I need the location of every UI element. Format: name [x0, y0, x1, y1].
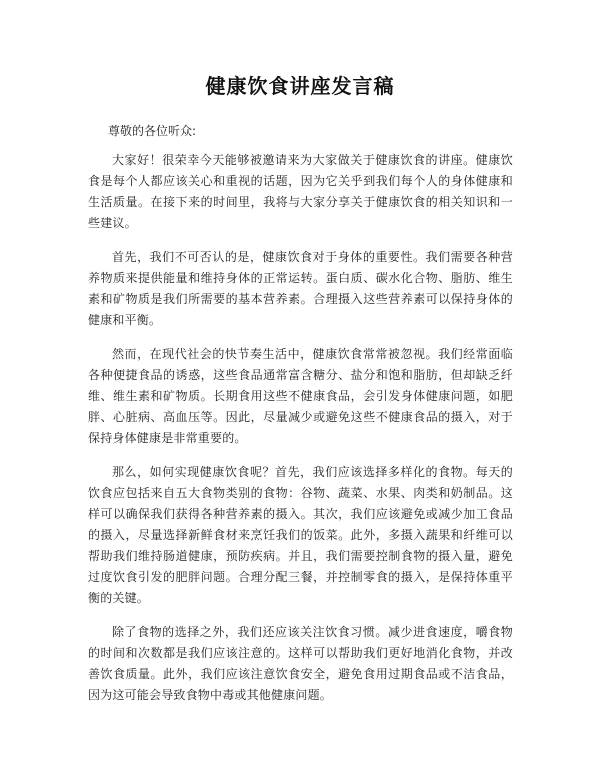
paragraph-importance: 首先，我们不可否认的是，健康饮食对于身体的重要性。我们需要各种营养物质来提供能量和维持身体的正常运转。蛋白质、碳水化合物、脂肪、维生素和矿物质是我们所需要的基本营养素。合理摄入这些营养素可以保持身体的健康和平衡。 — [88, 250, 513, 327]
document-title: 健康饮食讲座发言稿 — [205, 74, 395, 98]
paragraph-intro: 大家好！很荣幸今天能够被邀请来为大家做关于健康饮食的讲座。健康饮食是每个人都应该关心和重视的话题，因为它关乎到我们每个人的身体健康和生活质量。在接下来的时间里，我将与大家分享关于健康饮食的相关知识和一些建议。 — [88, 153, 513, 230]
paragraph-habits: 除了食物的选择之外，我们还应该关注饮食习惯。减少进食速度，嚼食物的时间和次数都是我们应该注意的。这样可以帮助我们更好地消化食物，并改善饮食质量。此外，我们应该注意饮食安全，避免食用过期食品或不洁食品，因为这可能会导致食物中毒或其他健康问题。 — [88, 625, 513, 702]
paragraph-modern-life: 然而，在现代社会的快节奏生活中，健康饮食常常被忽视。我们经常面临各种便捷食品的诱惑，这些食品通常富含糖分、盐分和饱和脂肪，但却缺乏纤维、维生素和矿物质。长期食用这些不健康食品，会引发身体健康问题，如肥胖、心脏病、高血压等。因此，尽量减少或避免这些不健康食品的摄入，对于保持身体健康是非常重要的。 — [88, 347, 513, 445]
salutation: 尊敬的各位听众: — [108, 124, 197, 138]
paragraph-how-to: 那么，如何实现健康饮食呢？首先，我们应该选择多样化的食物。每天的饮食应包括来自五大食物类别的食物：谷物、蔬菜、水果、肉类和奶制品。这样可以确保我们获得各种营养素的摄入。其次，我们应该避免或减少加工食品的摄入，尽量选择新鲜食材来烹饪我们的饭菜。此外，多摄入蔬果和纤维可以帮助我们维持肠道健康，预防疾病。并且，我们需要控制食物的摄入量，避免过度饮食引发的肥胖问题。合理分配三餐，并控制零食的摄入，是保持体重平衡的关键。 — [88, 465, 513, 605]
document-body — [88, 150, 513, 719]
